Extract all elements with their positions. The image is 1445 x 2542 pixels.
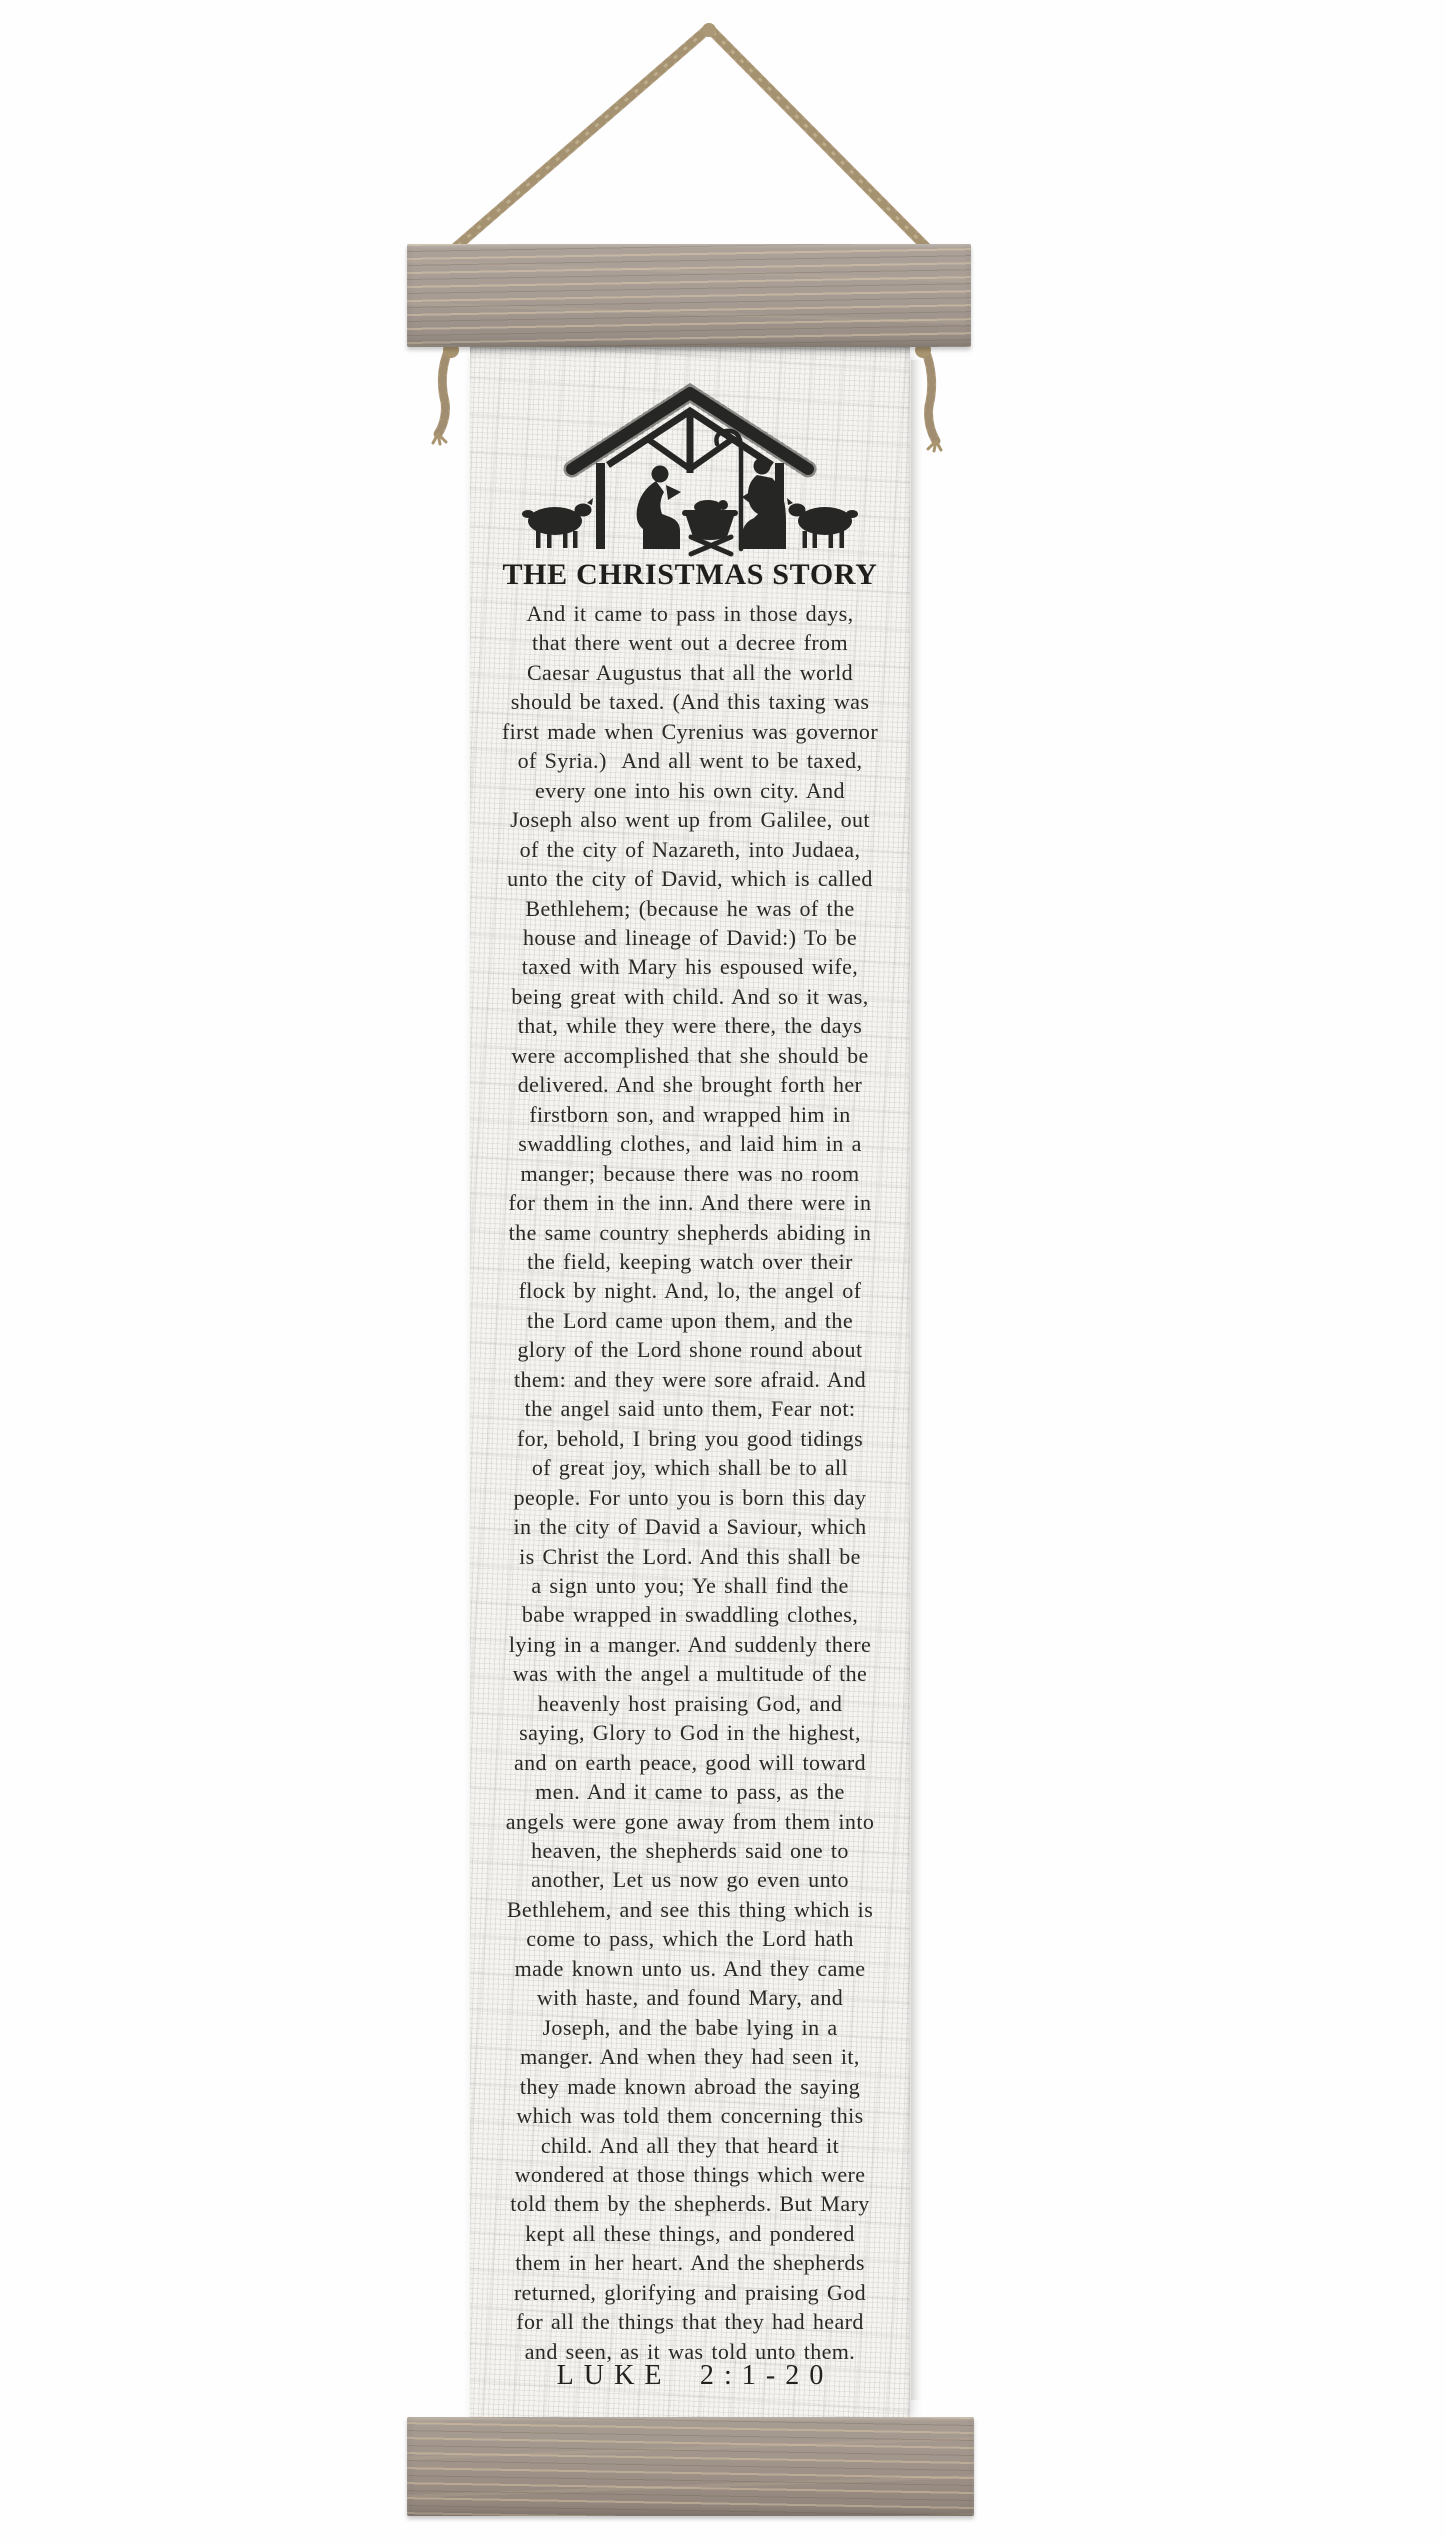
photo-edge-shadow (911, 360, 923, 2400)
hanging-rope-icon (380, 14, 1030, 264)
scripture-line: unto the city of David, which is called (507, 866, 873, 892)
scripture-line: kept all these things, and pondered (525, 2220, 855, 2246)
scripture-line: lying in a manger. And suddenly there (508, 1631, 872, 1657)
scripture-line: glory of the Lord shone round about (517, 1337, 863, 1363)
scripture-line: the field, keeping watch over their (527, 1248, 853, 1274)
scripture-line: that, while they were there, the days (517, 1013, 863, 1039)
scripture-line: the Lord came upon them, and the (527, 1307, 853, 1333)
scripture-line: the angel said unto them, Fear not: (524, 1396, 856, 1422)
scripture-line: the same country shepherds abiding in (508, 1219, 872, 1245)
scripture-line: Caesar Augustus that all the world (526, 659, 854, 685)
rope-tail-left-icon (428, 342, 474, 446)
scripture-line: firstborn son, and wrapped him in (529, 1101, 851, 1127)
scripture-line: first made when Cyrenius was governor (501, 718, 879, 744)
scripture-line: made known unto us. And they came (514, 1955, 866, 1981)
scripture-line: them: and they were sore afraid. And (513, 1366, 866, 1392)
scripture-line: house and lineage of David:) To be (522, 924, 857, 950)
scripture-line: for all the things that they had heard (516, 2309, 864, 2335)
scripture-line: Bethlehem; (because he was of the (525, 895, 855, 921)
scripture-line: and seen, as it was told unto them. (524, 2338, 856, 2364)
scripture-line: Bethlehem, and see this thing which is (506, 1896, 874, 1922)
scripture-line: flock by night. And, lo, the angel of (518, 1278, 862, 1304)
scripture-line: another, Let us now go even unto (531, 1867, 849, 1893)
scripture-line: were accomplished that she should be (511, 1042, 869, 1068)
scripture-line: they made known abroad the saying (519, 2073, 861, 2099)
scripture-text (470, 599, 910, 2366)
scripture-line: angels were gone away from them into (505, 1808, 875, 1834)
scripture-line: which was told them concerning this (516, 2103, 864, 2129)
scripture-line: every one into his own city. And (535, 777, 845, 803)
scripture-line: is Christ the Lord. And this shall be (519, 1543, 861, 1569)
banner-title: THE CHRISTMAS STORY (502, 558, 878, 591)
scripture-line: and on earth peace, good will toward (513, 1749, 866, 1775)
nativity-stable-silhouette-icon (510, 371, 870, 561)
scripture-line: child. And all they that heard it (540, 2132, 840, 2158)
scripture-line: Joseph also went up from Galilee, out (510, 807, 870, 833)
scripture-line: them in her heart. And the shepherds (515, 2250, 865, 2276)
scripture-line: a sign unto you; Ye shall find the (531, 1572, 849, 1598)
scripture-line: men. And it came to pass, as the (535, 1779, 845, 1805)
scripture-line: saying, Glory to God in the highest, (519, 1720, 861, 1746)
scripture-line: wondered at those things which were (514, 2162, 866, 2188)
scripture-line: come to pass, which the Lord hath (526, 1926, 854, 1952)
scripture-line: delivered. And she brought forth her (517, 1072, 863, 1098)
scripture-line: for them in the inn. And there were in (508, 1190, 872, 1216)
scripture-line: manger. And when they had seen it, (520, 2044, 860, 2070)
scripture-line: heavenly host praising God, and (537, 1690, 843, 1716)
scripture-line: with haste, and found Mary, and (536, 1985, 844, 2011)
scripture-line: taxed with Mary his espoused wife, (521, 954, 859, 980)
scripture-line: And it came to pass in those days, (526, 601, 854, 626)
scripture-line: manger; because there was no room (520, 1160, 860, 1186)
scripture-line: swaddling clothes, and laid him in a (518, 1131, 862, 1157)
scripture-line: of great joy, which shall be to all (531, 1455, 849, 1481)
rope-tail-right-icon (898, 342, 948, 454)
scripture-line: of Syria.) And all went to be taxed, (517, 748, 863, 774)
scripture-reference: LUKE 2:1-20 (556, 2360, 834, 2391)
scripture-line: in the city of David a Saviour, which (513, 1514, 867, 1540)
scripture-line: returned, glorifying and praising God (513, 2279, 867, 2305)
fabric-banner (470, 347, 910, 2419)
scripture-line: told them by the shepherds. But Mary (510, 2191, 870, 2217)
scripture-line: should be taxed. (And this taxing was (510, 689, 870, 715)
scripture-line: was with the angel a multitude of the (512, 1661, 868, 1687)
scripture-line: for, behold, I bring you good tidings (516, 1425, 864, 1451)
bottom-wood-bar (407, 2417, 974, 2516)
scripture-line: being great with child. And so it was, (511, 983, 869, 1009)
scripture-line: of the city of Nazareth, into Judaea, (519, 836, 861, 862)
scripture-line: Joseph, and the babe lying in a (542, 2014, 838, 2040)
scripture-line: babe wrapped in swaddling clothes, (521, 1602, 859, 1628)
top-wood-bar (407, 244, 971, 347)
scripture-line: heaven, the shepherds said one to (531, 1838, 849, 1864)
scripture-line: that there went out a decree from (532, 630, 848, 656)
scripture-line: people. For unto you is born this day (513, 1484, 867, 1510)
